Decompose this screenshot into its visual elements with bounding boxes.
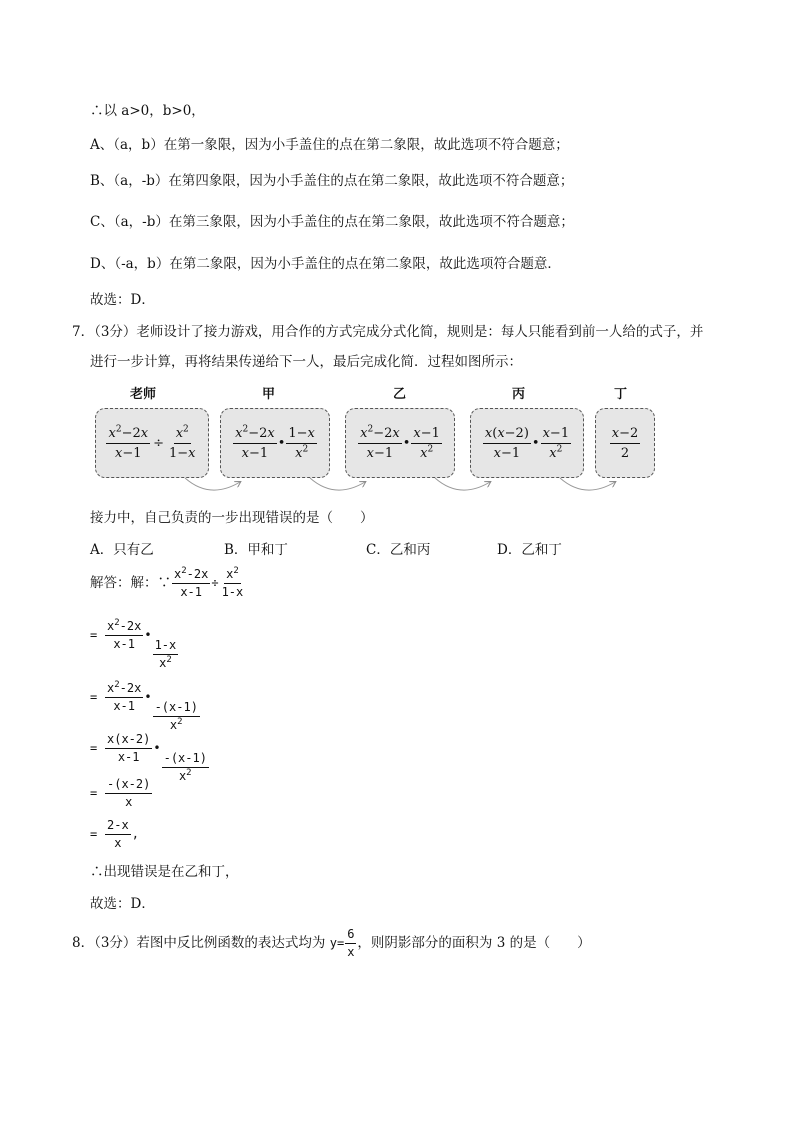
arrow-3 <box>435 478 490 490</box>
label-yi: 乙 <box>393 387 407 402</box>
solution-step-1: = $\frac{x^2-2x}{x-1}$ • $\frac{1-x}{x^2}$ <box>90 618 177 670</box>
q8-y-eq: y= <box>329 936 345 950</box>
q8-stem <box>72 926 591 961</box>
box-teacher: $\frac{x^2-2x}{x-1}$ ÷ $\frac{x^2}{1-x}$ <box>95 408 209 478</box>
arrow-2 <box>310 478 365 490</box>
q8-stem-b: ，则阴影部分的面积为 3 的是（ ） <box>357 935 591 951</box>
solution-step-0: 解答：解：∵ $\frac{x^2-2x}{x-1}$ ÷ $\frac{x^2}{1-x}$ <box>90 566 244 599</box>
q6-premise: ∴以 a>0，b>0， <box>90 103 205 119</box>
label-jia: 甲 <box>262 387 276 402</box>
q7-stem-line1: 7．（3分）老师设计了接力游戏，用合作的方式完成分式化简，规则是：每人只能看到前一人给的式子，并 <box>72 324 704 340</box>
solution-step-4: = $\frac{-(x-2)}{x}$ <box>90 777 151 809</box>
arrow-4 <box>560 478 615 490</box>
box-ding: $\frac{x-2}{2}$ <box>595 408 655 478</box>
q8-stem-a: 8．（3分）若图中反比例函数的表达式均为 <box>72 935 330 951</box>
q7-choice-a: A．只有乙 <box>90 542 154 558</box>
box-bing: $\frac{x(x-2)}{x-1}$ • $\frac{x-1}{x^2}$ <box>470 408 584 478</box>
label-bing: 丙 <box>512 387 526 402</box>
q6-option-a: A、（a，b）在第一象限，因为小手盖住的点在第二象限，故此选项不符合题意； <box>90 137 569 153</box>
q6-option-b: B、（a，-b）在第四象限，因为小手盖住的点在第二象限，故此选项不符合题意； <box>90 173 574 189</box>
solution-prefix: 解答：解：∵ <box>90 575 171 591</box>
relay-arrows <box>0 470 794 500</box>
q7-choice-c: C．乙和丙 <box>366 542 431 558</box>
label-ding: 丁 <box>614 387 628 402</box>
q7-stem-line2: 进行一步计算，再将结果传递给下一人，最后完成化简．过程如图所示： <box>90 354 522 370</box>
q7-question: 接力中，自己负责的一步出现错误的是（ ） <box>90 510 374 526</box>
q7-conclusion: ∴出现错误是在乙和丁， <box>90 864 239 880</box>
q8-frac-den: x <box>347 945 355 959</box>
q6-option-d: D、（-a，b）在第二象限，因为小手盖住的点在第二象限，故此选项符合题意． <box>90 256 561 272</box>
q7-choice-b: B．甲和丁 <box>224 542 288 558</box>
solution-step-5: = $\frac{2-x}{x}$ , <box>90 818 139 850</box>
solution-step-2: = $\frac{x^2-2x}{x-1}$ • $\frac{-(x-1)}{x^2}$ <box>90 680 198 732</box>
arrow-1 <box>185 478 240 490</box>
solution-step-3: = $\frac{x(x-2)}{x-1}$ • $\frac{-(x-1)}{x^2}$ <box>90 732 207 783</box>
box-yi: $\frac{x^2-2x}{x-1}$ • $\frac{x-1}{x^2}$ <box>345 408 455 478</box>
q7-choice-d: D．乙和丁 <box>497 542 562 558</box>
box-jia: $\frac{x^2-2x}{x-1}$ • $\frac{1-x}{x^2}$ <box>220 408 330 478</box>
q7-answer: 故选：D． <box>90 896 155 912</box>
q6-option-c: C、（a，-b）在第三象限，因为小手盖住的点在第二象限，故此选项不符合题意； <box>90 214 574 230</box>
label-teacher: 老师 <box>130 387 157 402</box>
q6-answer: 故选：D． <box>90 292 155 308</box>
q8-frac-num: 6 <box>345 926 356 944</box>
